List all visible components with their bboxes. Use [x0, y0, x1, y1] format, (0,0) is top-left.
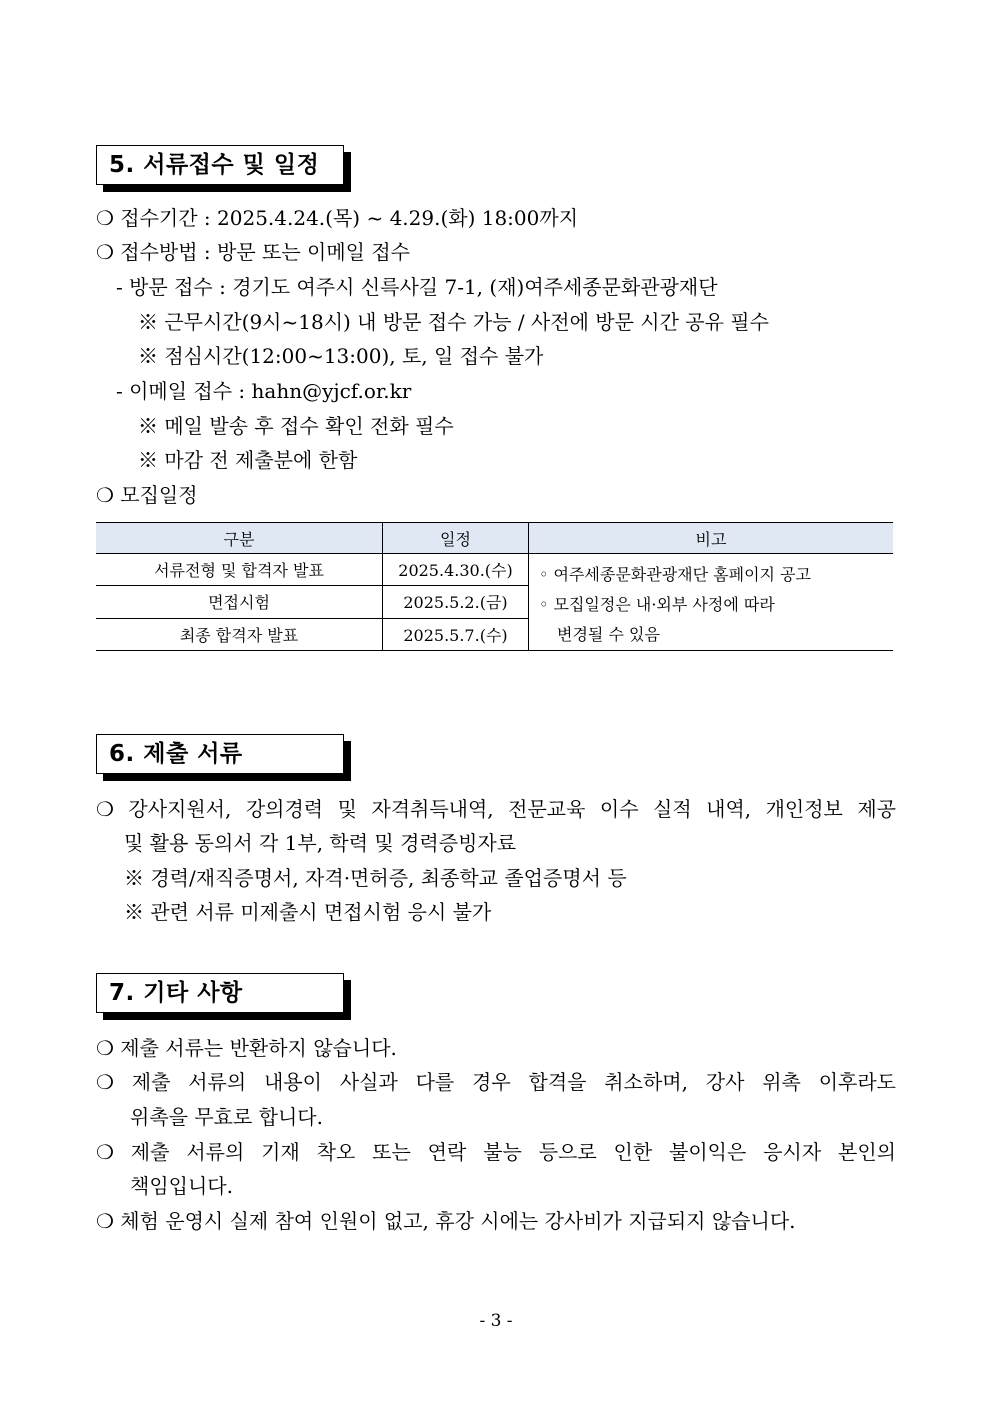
table-row	[96, 554, 893, 586]
row-date: 2025.4.30.(수)	[383, 554, 529, 586]
documents-list: ❍ 강사지원서, 강의경력 및 자격취득내역, 전문교육 이수 실적 내역, 개인정보 제공	[96, 797, 896, 821]
misc-item-3: ❍ 제출 서류의 기재 착오 또는 연락 불능 등으로 인한 불이익은 응시자 본인의	[96, 1140, 896, 1164]
visit-note-hours: ※ 근무시간(9시~18시) 내 방문 접수 가능 / 사전에 방문 시간 공유 필수	[138, 310, 769, 334]
remark-line: ◦ 모집일정은 내·외부 사정에 따라	[539, 595, 775, 614]
remarks-cell	[529, 554, 894, 651]
reception-method: ❍ 접수방법 : 방문 또는 이메일 접수	[96, 240, 410, 264]
email-note-deadline: ※ 마감 전 제출분에 한함	[138, 448, 358, 472]
row-date: 2025.5.7.(수)	[383, 618, 529, 650]
header-remarks: 비고	[529, 523, 894, 554]
documents-note-certs: ※ 경력/재직증명서, 자격·면허증, 최종학교 졸업증명서 등	[124, 866, 627, 890]
section-7-heading: 7. 기타 사항	[96, 973, 344, 1013]
misc-item-4: ❍ 체험 운영시 실제 참여 인원이 없고, 휴강 시에는 강사비가 지급되지 않습니다.	[96, 1209, 796, 1233]
header-date: 일정	[383, 523, 529, 554]
documents-note-missing: ※ 관련 서류 미제출시 면접시험 응시 불가	[124, 900, 492, 924]
schedule-table	[96, 522, 893, 651]
documents-list-cont: 및 활용 동의서 각 1부, 학력 및 경력증빙자료	[124, 831, 517, 855]
misc-item-3-cont: 책임입니다.	[130, 1174, 233, 1198]
visit-note-lunch: ※ 점심시간(12:00~13:00), 토, 일 접수 불가	[138, 344, 544, 368]
email-reception: - 이메일 접수 : hahn@yjcf.or.kr	[116, 379, 412, 403]
remark-line: ◦ 여주세종문화관광재단 홈페이지 공고	[539, 565, 811, 584]
misc-item-2: ❍ 제출 서류의 내용이 사실과 다를 경우 합격을 취소하며, 강사 위촉 이후라도	[96, 1070, 896, 1094]
visit-reception: - 방문 접수 : 경기도 여주시 신륵사길 7-1, (재)여주세종문화관광재단	[116, 275, 718, 299]
header-category: 구분	[96, 523, 383, 554]
row-date: 2025.5.2.(금)	[383, 586, 529, 618]
page-number: - 3 -	[479, 1311, 513, 1331]
misc-item-2-cont: 위촉을 무효로 합니다.	[130, 1105, 323, 1129]
row-category: 최종 합격자 발표	[96, 618, 383, 650]
reception-period: ❍ 접수기간 : 2025.4.24.(목) ~ 4.29.(화) 18:00까지	[96, 206, 579, 230]
recruit-schedule-label: ❍ 모집일정	[96, 483, 198, 507]
row-category: 면접시험	[96, 586, 383, 618]
section-5-heading: 5. 서류접수 및 일정	[96, 145, 344, 185]
row-category: 서류전형 및 합격자 발표	[96, 554, 383, 586]
remark-line: 변경될 수 있음	[557, 625, 660, 644]
misc-item-1: ❍ 제출 서류는 반환하지 않습니다.	[96, 1036, 397, 1060]
section-6-heading: 6. 제출 서류	[96, 734, 344, 774]
email-note-call: ※ 메일 발송 후 접수 확인 전화 필수	[138, 414, 454, 438]
